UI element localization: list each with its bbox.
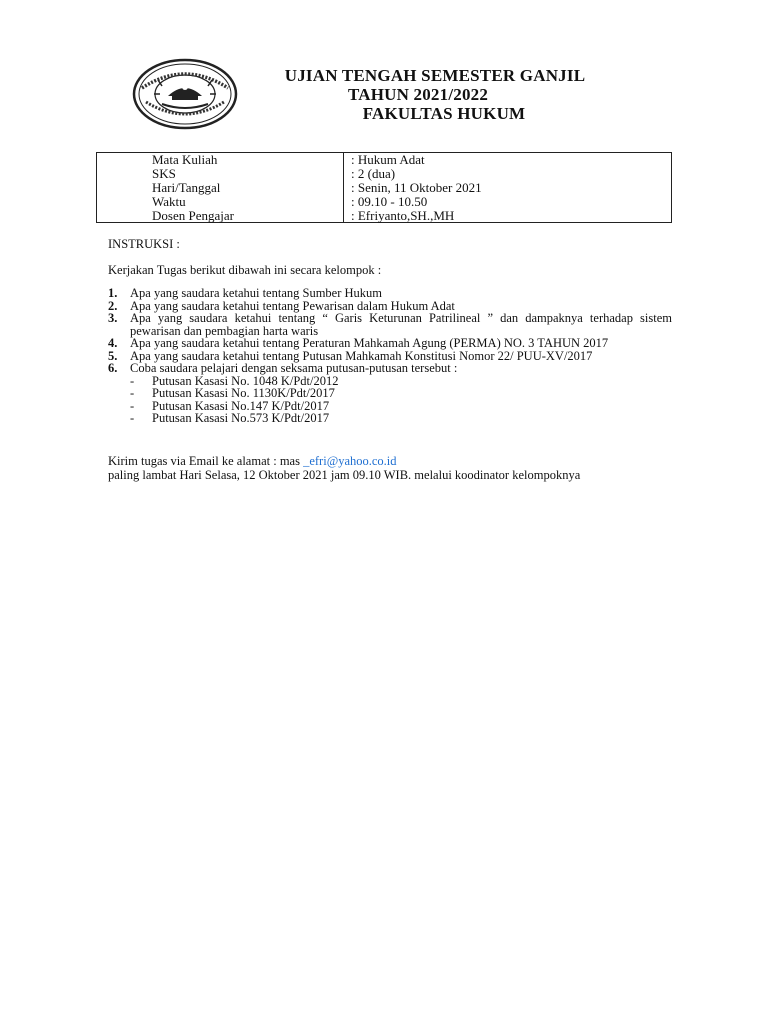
sub-item-text: Putusan Kasasi No. 1048 K/Pdt/2012 (152, 373, 339, 388)
question-list (108, 287, 672, 425)
sub-list-item (108, 412, 672, 425)
info-value: : Efriyanto,SH.,MH (351, 208, 455, 223)
info-value: : 09.10 - 10.50 (351, 194, 428, 209)
dash-bullet: - (130, 411, 135, 425)
question-number: 1. (108, 286, 118, 300)
list-item (108, 337, 672, 350)
email-prefix-text: Kirim tugas via Email ke alamat : mas (108, 454, 304, 468)
instructions-intro: Kerjakan Tugas berikut dibawah ini secara kelompok : (108, 263, 382, 277)
info-label: Dosen Pengajar (152, 208, 234, 223)
info-label: Waktu (152, 194, 186, 209)
dash-bullet: - (130, 386, 135, 400)
question-text: Apa yang saudara ketahui tentang Putusan Mahkamah Konstitusi Nomor 22/ PUU-XV/2017 (130, 348, 593, 363)
info-row-date (97, 181, 671, 195)
info-value: : Hukum Adat (351, 152, 425, 167)
info-label: Mata Kuliah (152, 152, 218, 167)
instructions-heading: INSTRUKSI : (108, 237, 180, 251)
question-text: Apa yang saudara ketahui tentang Pewarisan dalam Hukum Adat (130, 298, 455, 313)
title-line-3: FAKULTAS HUKUM (362, 104, 526, 123)
info-value: : Senin, 11 Oktober 2021 (351, 180, 482, 195)
info-row-lecturer (97, 209, 671, 223)
question-text: Coba saudara pelajari dengan seksama putusan-putusan tersebut : (130, 361, 458, 375)
university-seal-logo (132, 58, 238, 130)
sub-item-text: Putusan Kasasi No.573 K/Pdt/2017 (152, 411, 330, 425)
title-line-2: TAHUN 2021/2022 (347, 85, 489, 104)
question-number: 2. (108, 298, 118, 313)
dash-bullet: - (130, 373, 135, 388)
sub-item-text: Putusan Kasasi No.147 K/Pdt/2017 (152, 398, 330, 413)
question-number: 6. (108, 361, 118, 375)
dash-bullet: - (130, 398, 135, 413)
question-number: 5. (108, 348, 118, 363)
info-row-sks (97, 167, 671, 181)
deadline-text: paling lambat Hari Selasa, 12 Oktober 2021 jam 09.10 WIB. melalui koodinator kelompoknya (108, 468, 581, 482)
list-item (108, 287, 672, 300)
question-number: 3. (108, 311, 118, 325)
list-item (108, 312, 672, 337)
info-row-time (97, 195, 671, 209)
info-row-course (97, 153, 671, 167)
exam-title (250, 66, 600, 123)
course-info-table (96, 152, 672, 223)
info-value: : 2 (dua) (351, 166, 396, 181)
submission-email-line (108, 454, 397, 468)
title-line-1: UJIAN TENGAH SEMESTER GANJIL (284, 66, 586, 85)
info-label: Hari/Tanggal (152, 180, 221, 195)
question-text: Apa yang saudara ketahui tentang “ Garis Keturunan Patrilineal ” dan dampaknya terhadap sistem pewarisan dan pembagian harta waris (130, 311, 672, 338)
question-text: Apa yang saudara ketahui tentang Peraturan Mahkamah Agung (PERMA) NO. 3 TAHUN 2017 (130, 336, 609, 350)
question-text: Apa yang saudara ketahui tentang Sumber Hukum (130, 286, 383, 300)
info-label: SKS (152, 166, 176, 181)
question-number: 4. (108, 336, 118, 350)
email-link[interactable]: _efri@yahoo.co.id (303, 454, 397, 468)
sub-item-text: Putusan Kasasi No. 1130K/Pdt/2017 (152, 386, 335, 400)
